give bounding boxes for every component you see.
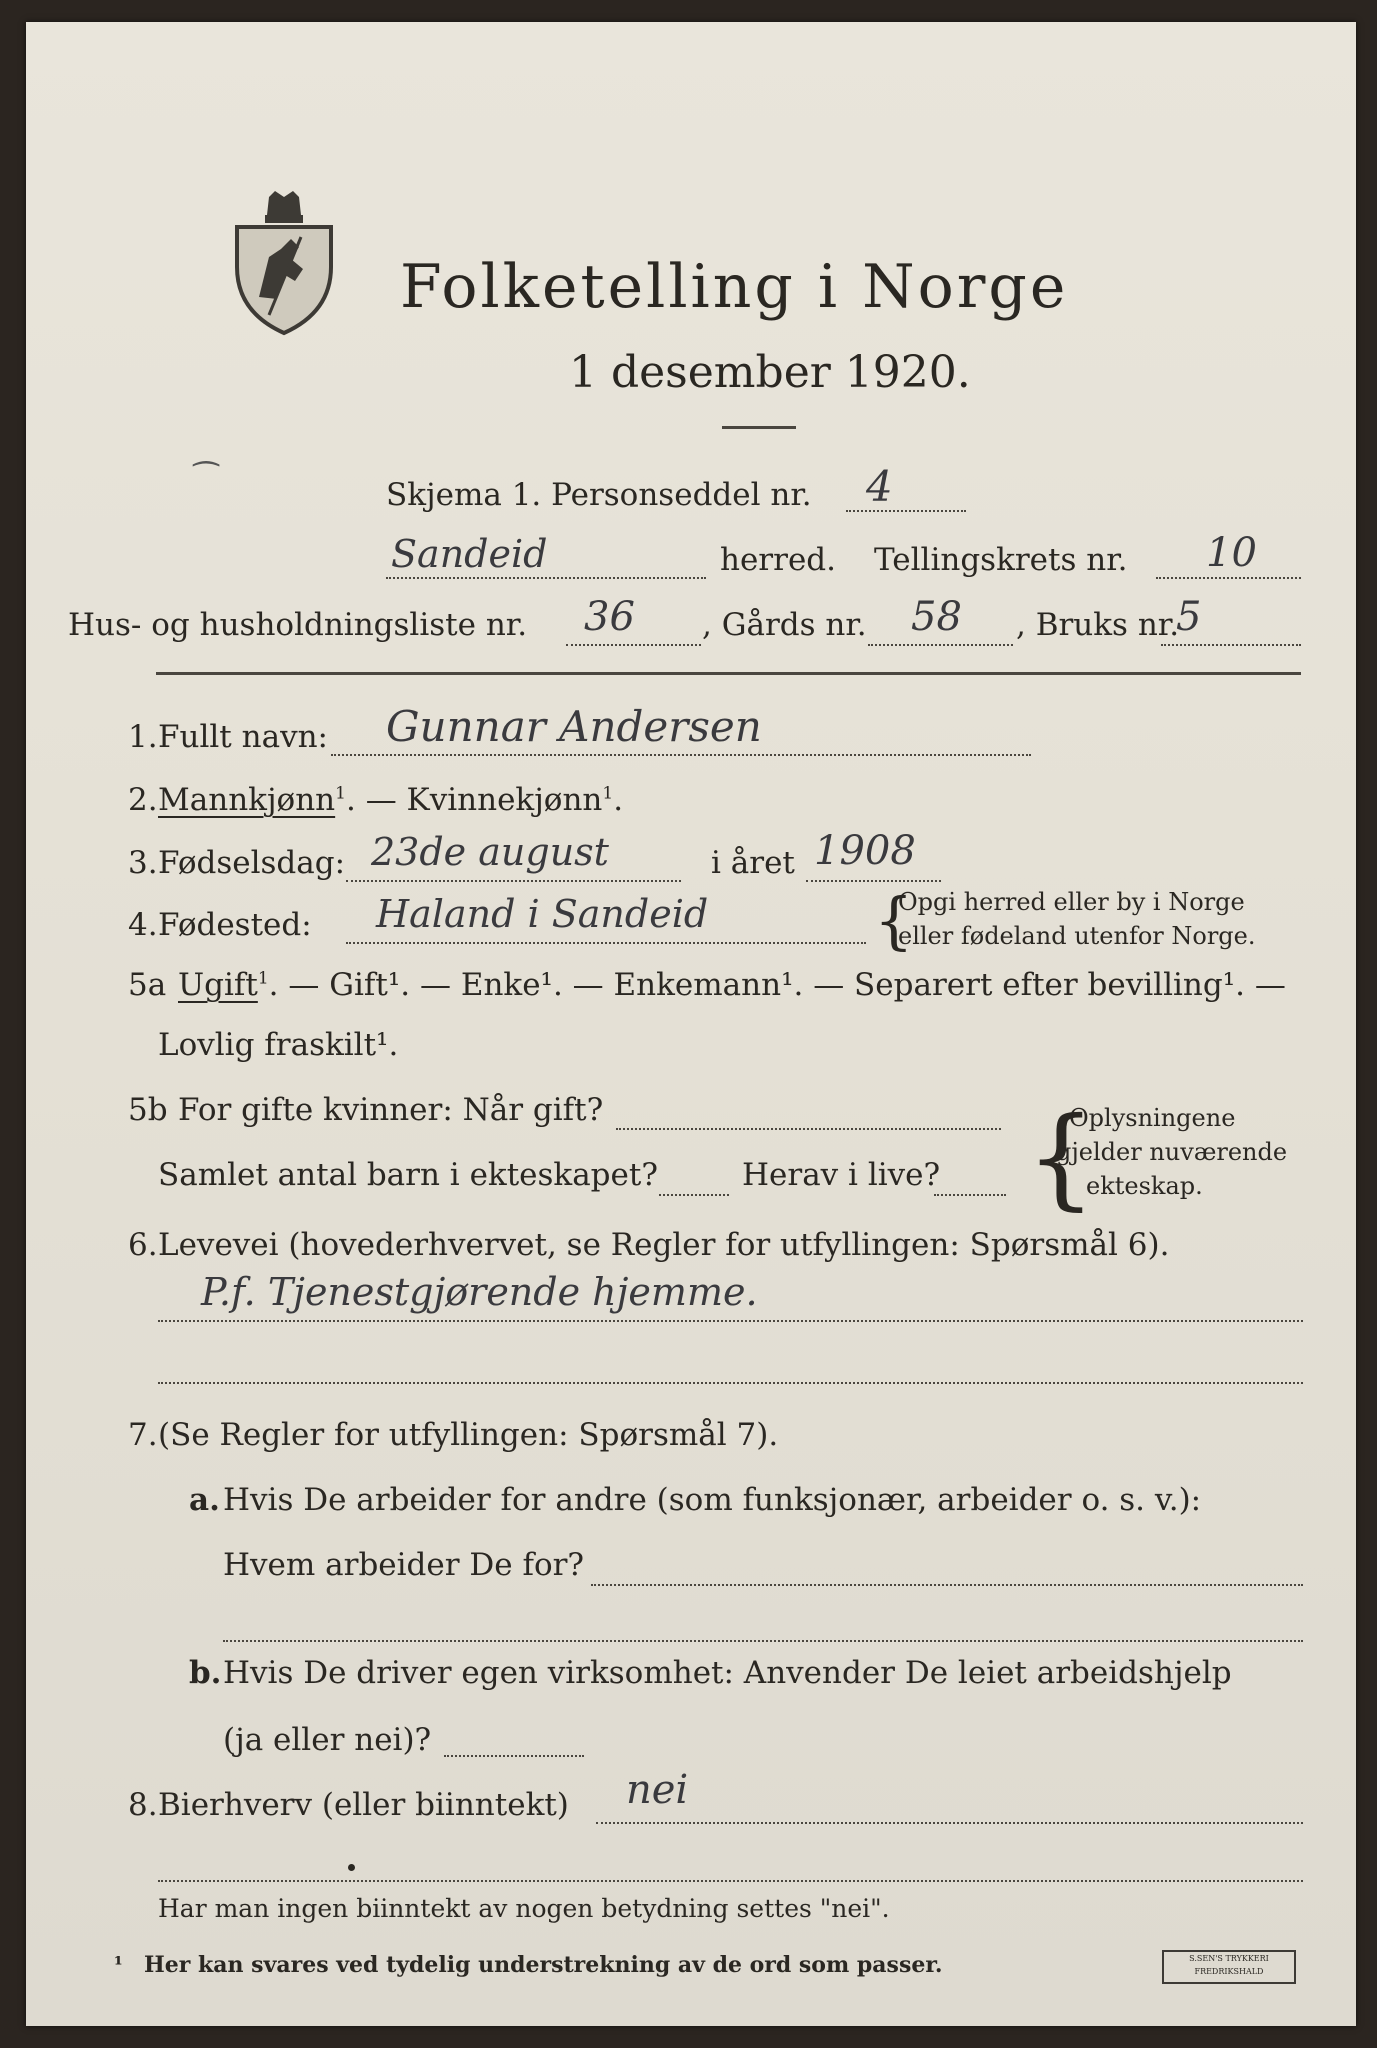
q7b-label: Hvis De driver egen virksomhet: Anvender De leiet arbeidshjelp <box>223 1655 1232 1691</box>
q7a-label: Hvis De arbeider for andre (som funksjonær, arbeider o. s. v.): <box>223 1482 1202 1518</box>
q5b-label2: Samlet antal barn i ekteskapet? <box>158 1157 658 1193</box>
herred-label: herred. <box>720 542 836 578</box>
title-divider <box>722 426 796 429</box>
q7a-number: a. <box>189 1482 220 1518</box>
q7-number: 7. <box>128 1417 158 1453</box>
q6-occupation-field[interactable] <box>158 1320 1303 1322</box>
ink-dot <box>348 1864 355 1871</box>
q5b-label3: Herav i live? <box>742 1157 941 1193</box>
q5b-number: 5b <box>128 1092 168 1128</box>
q2-female-option[interactable]: Kvinnekjønn <box>406 782 603 818</box>
tellingskrets-field[interactable] <box>1156 577 1301 579</box>
q4-note-line1: Opgi herred eller by i Norge <box>898 888 1245 916</box>
hus-value: 36 <box>584 594 635 640</box>
q5b-note3: ekteskap. <box>1086 1172 1203 1200</box>
q7b-hired-help-field[interactable] <box>444 1755 584 1757</box>
q4-birthplace-field[interactable] <box>346 942 866 944</box>
q8-number: 8. <box>128 1787 158 1823</box>
hus-label: Hus- og husholdningsliste nr. <box>68 607 528 643</box>
q5b-note1: Oplysningene <box>1069 1104 1236 1132</box>
q8-side-income-field-2[interactable] <box>158 1880 1303 1882</box>
q3-number: 3. <box>128 845 158 881</box>
footnote-mark: ¹ <box>114 1952 123 1976</box>
q3-year-field[interactable] <box>806 880 941 882</box>
herred-value: Sandeid <box>391 532 548 576</box>
q3-birthday-field[interactable] <box>346 880 681 882</box>
q5b-note2: gjelder nuværende <box>1056 1138 1288 1166</box>
q5a-line2: Lovlig fraskilt¹. <box>158 1027 399 1063</box>
bruks-label: , Bruks nr. <box>1016 607 1180 643</box>
q8-side-income-field[interactable] <box>596 1822 1303 1824</box>
q2-sex-line: Mannkjønn$^1$. — Kvinnekjønn$^1$. <box>158 782 624 818</box>
q8-note: Har man ingen biinntekt av nogen betydning settes "nei". <box>158 1894 890 1923</box>
q5b-label1: For gifte kvinner: Når gift? <box>178 1092 604 1128</box>
printer-stamp: S.SEN'S TRYKKERI FREDRIKSHALD <box>1162 1950 1296 1984</box>
bruks-field[interactable] <box>1161 644 1301 646</box>
q6-occupation-field-2[interactable] <box>158 1382 1303 1384</box>
q5b-alive-field[interactable] <box>934 1194 1006 1196</box>
gards-field[interactable] <box>868 644 1013 646</box>
q5b-married-field[interactable] <box>616 1128 1001 1130</box>
tellingskrets-value: 10 <box>1206 530 1257 576</box>
q3-birthday-value: 23de august <box>371 830 609 874</box>
q7a-employer-field-2[interactable] <box>223 1640 1303 1642</box>
header-rule <box>156 672 1301 675</box>
q2-number: 2. <box>128 782 158 818</box>
q7-label: (Se Regler for utfyllingen: Spørsmål 7). <box>158 1417 779 1453</box>
personseddel-value: 4 <box>866 462 893 511</box>
q7b-number: b. <box>189 1655 222 1691</box>
herred-field[interactable] <box>386 577 706 579</box>
q5b-brace: { <box>1026 1093 1096 1221</box>
q3-label: Fødselsdag: <box>158 845 346 881</box>
q7b-label2: (ja eller nei)? <box>223 1722 432 1758</box>
q5b-children-field[interactable] <box>659 1194 729 1196</box>
schema-label: Skjema 1. Personseddel nr. <box>386 477 812 513</box>
q2-male-option[interactable]: Mannkjønn <box>158 782 336 818</box>
q4-brace: { <box>874 884 914 957</box>
q6-number: 6. <box>128 1227 158 1263</box>
q6-occupation-value: P.f. Tjenestgjørende hjemme. <box>201 1270 758 1314</box>
q6-label: Levevei (hovederhvervet, se Regler for utfyllingen: Spørsmål 6). <box>158 1227 1170 1263</box>
q4-note-line2: eller fødeland utenfor Norge. <box>898 922 1256 950</box>
q5a-marital-line: Ugift$^1$. — Gift¹. — Enke¹. — Enkemann¹. — Separert efter bevilling¹. — <box>178 967 1286 1003</box>
q8-side-income-value: nei <box>626 1767 689 1813</box>
personseddel-field[interactable] <box>846 510 966 512</box>
pen-mark: ⁀ <box>194 462 219 497</box>
form-title: Folketelling i Norge <box>400 252 1069 322</box>
q1-full-name-value: Gunnar Andersen <box>386 702 762 751</box>
q7a-employer-field[interactable] <box>591 1584 1303 1586</box>
gards-value: 58 <box>911 594 962 640</box>
q4-birthplace-value: Haland i Sandeid <box>376 892 709 936</box>
census-form-page <box>26 22 1356 2026</box>
q1-number: 1. <box>128 719 158 755</box>
norway-coat-of-arms-icon <box>229 187 339 337</box>
q1-full-name-field[interactable] <box>331 754 1031 756</box>
tellingskrets-label: Tellingskrets nr. <box>874 542 1128 578</box>
hus-field[interactable] <box>566 644 701 646</box>
q4-number: 4. <box>128 907 158 943</box>
gards-label: , Gårds nr. <box>702 607 867 643</box>
q3-year-value: 1908 <box>814 828 916 874</box>
footnote-text: Her kan svares ved tydelig understrekning av de ord som passer. <box>144 1952 943 1978</box>
q8-label: Bierhverv (eller biinntekt) <box>158 1787 569 1823</box>
q5a-ugift-option[interactable]: Ugift <box>178 967 258 1003</box>
q1-label: Fullt navn: <box>158 719 328 755</box>
q5a-number: 5a <box>128 967 167 1003</box>
q3-year-label: i året <box>711 845 795 881</box>
bruks-value: 5 <box>1176 594 1202 640</box>
form-date: 1 desember 1920. <box>569 347 971 398</box>
q7a-label2: Hvem arbeider De for? <box>223 1547 585 1583</box>
q4-label: Fødested: <box>158 907 312 943</box>
